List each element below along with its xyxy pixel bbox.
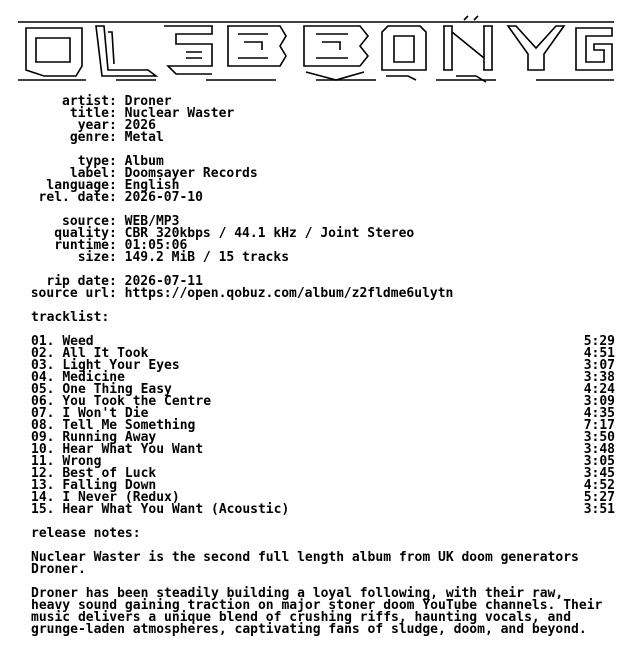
field-label: runtime bbox=[54, 238, 109, 253]
field-label: rel. date bbox=[38, 190, 109, 205]
track-title: Medicine bbox=[62, 370, 125, 385]
field-value: WEB/MP3 bbox=[124, 214, 180, 229]
field-label: genre bbox=[69, 130, 109, 145]
release-row-label: label : Doomsayer Records bbox=[23, 168, 623, 180]
field-value: Metal bbox=[124, 130, 164, 145]
track-number: 03. bbox=[31, 358, 55, 373]
track-duration: 3:51 bbox=[583, 502, 615, 517]
field-value: Album bbox=[124, 154, 164, 169]
track-duration: 3:07 bbox=[583, 358, 615, 373]
source-row-size: size : 149.2 MiB / 15 tracks bbox=[23, 252, 623, 264]
track-duration: 4:35 bbox=[583, 406, 615, 421]
track-title: Tell Me Something bbox=[62, 418, 196, 433]
release-note-line: Droner. bbox=[31, 562, 86, 577]
meta-row-genre: genre : Metal bbox=[23, 132, 623, 144]
track-number: 06. bbox=[31, 394, 55, 409]
release-row-language: language : English bbox=[23, 180, 623, 192]
track-title: Weed bbox=[62, 334, 94, 349]
tracklist-heading: tracklist: bbox=[31, 310, 110, 325]
source-row-runtime: runtime : 01:05:06 bbox=[23, 240, 623, 252]
track-duration: 4:24 bbox=[583, 382, 615, 397]
track-number: 12. bbox=[31, 466, 55, 481]
release-note-line: grunge-laden atmospheres, captivating fans of sludge, doom, and beyond. bbox=[31, 622, 587, 637]
track-title: Hear What You Want (Acoustic) bbox=[62, 502, 290, 517]
track-number: 01. bbox=[31, 334, 55, 349]
field-label: source bbox=[62, 214, 109, 229]
field-label: label bbox=[69, 166, 109, 181]
track-title: One Thing Easy bbox=[62, 382, 172, 397]
rip-row-url: source url : https://open.qobuz.com/album/z2fldme6ulytn bbox=[23, 288, 623, 300]
field-value: 2026-07-11 bbox=[124, 274, 203, 289]
field-value: Droner bbox=[124, 94, 172, 109]
field-label: source url bbox=[30, 286, 109, 301]
track-title: All It Took bbox=[62, 346, 149, 361]
field-label: title bbox=[69, 106, 109, 121]
source-url-link[interactable]: https://open.qobuz.com/album/z2fldme6ulytn bbox=[124, 286, 454, 301]
field-label: artist bbox=[62, 94, 109, 109]
track-duration: 4:51 bbox=[583, 346, 615, 361]
meta-row-title: title : Nuclear Waster bbox=[23, 108, 623, 120]
track-number: 10. bbox=[31, 442, 55, 457]
track-duration: 7:17 bbox=[583, 418, 615, 433]
meta-row-year: year : 2026 bbox=[23, 120, 623, 132]
meta-row-artist: artist : Droner bbox=[23, 96, 623, 108]
track-duration: 4:52 bbox=[583, 478, 615, 493]
track-duration: 3:05 bbox=[583, 454, 615, 469]
field-value: English bbox=[124, 178, 180, 193]
tracklist bbox=[23, 336, 623, 516]
field-value: Nuclear Waster bbox=[124, 106, 235, 121]
track-duration: 3:48 bbox=[583, 442, 615, 457]
release-note-line: Droner has been steadily building a loyal following, with their raw, bbox=[31, 586, 564, 601]
track-duration: 3:45 bbox=[583, 466, 615, 481]
track-title: You Took the Centre bbox=[62, 394, 212, 409]
rip-row-date: rip date : 2026-07-11 bbox=[23, 276, 623, 288]
track-number: 07. bbox=[31, 406, 55, 421]
meta-section bbox=[23, 96, 623, 144]
release-row-type: type : Album bbox=[23, 156, 623, 168]
field-value: 2026 bbox=[124, 118, 156, 133]
ascii-art-logo bbox=[16, 14, 616, 86]
field-label: rip date bbox=[46, 274, 109, 289]
track-duration: 3:50 bbox=[583, 430, 615, 445]
field-label: size bbox=[77, 250, 109, 265]
release-notes bbox=[23, 552, 623, 636]
release-row-rel-date: rel. date : 2026-07-10 bbox=[23, 192, 623, 204]
release-section bbox=[23, 156, 623, 204]
track-number: 14. bbox=[31, 490, 55, 505]
release-note-line: music delivers a unique blend of crushing riffs, haunting vocals, and bbox=[31, 610, 572, 625]
source-row-source: source : WEB/MP3 bbox=[23, 216, 623, 228]
field-label: quality bbox=[54, 226, 109, 241]
source-section bbox=[23, 216, 623, 264]
track-duration: 5:27 bbox=[583, 490, 615, 505]
track-number: 09. bbox=[31, 430, 55, 445]
track-number: 08. bbox=[31, 418, 55, 433]
track-title: Falling Down bbox=[62, 478, 157, 493]
rip-section bbox=[23, 276, 623, 300]
track-number: 05. bbox=[31, 382, 55, 397]
nfo-body bbox=[23, 96, 623, 636]
field-value: 149.2 MiB / 15 tracks bbox=[124, 250, 290, 265]
track-title: I Never (Redux) bbox=[62, 490, 180, 505]
release-note-line: Nuclear Waster is the second full length album from UK doom generators bbox=[31, 550, 579, 565]
track-row bbox=[23, 444, 615, 456]
field-label: year bbox=[77, 118, 109, 133]
field-value: Doomsayer Records bbox=[124, 166, 258, 181]
field-label: type bbox=[77, 154, 109, 169]
track-number: 15. bbox=[31, 502, 55, 517]
track-number: 04. bbox=[31, 370, 55, 385]
track-number: 11. bbox=[31, 454, 55, 469]
track-title: I Won't Die bbox=[62, 406, 149, 421]
track-title: Wrong bbox=[62, 454, 102, 469]
track-row bbox=[23, 504, 615, 516]
source-row-quality: quality : CBR 320kbps / 44.1 kHz / Joint Stereo bbox=[23, 228, 623, 240]
field-value: CBR 320kbps / 44.1 kHz / Joint Stereo bbox=[124, 226, 415, 241]
track-title: Best of Luck bbox=[62, 466, 157, 481]
track-duration: 3:09 bbox=[583, 394, 615, 409]
track-number: 13. bbox=[31, 478, 55, 493]
track-duration: 5:29 bbox=[583, 334, 615, 349]
track-title: Hear What You Want bbox=[62, 442, 204, 457]
track-title: Running Away bbox=[62, 430, 157, 445]
track-title: Light Your Eyes bbox=[62, 358, 180, 373]
track-duration: 3:38 bbox=[583, 370, 615, 385]
field-value: 2026-07-10 bbox=[124, 190, 203, 205]
release-note-line: heavy sound gaining traction on major stoner doom YouTube channels. Their bbox=[31, 598, 603, 613]
release-notes-heading: release notes: bbox=[31, 526, 141, 541]
field-value: 01:05:06 bbox=[124, 238, 188, 253]
track-number: 02. bbox=[31, 346, 55, 361]
field-label: language bbox=[46, 178, 109, 193]
